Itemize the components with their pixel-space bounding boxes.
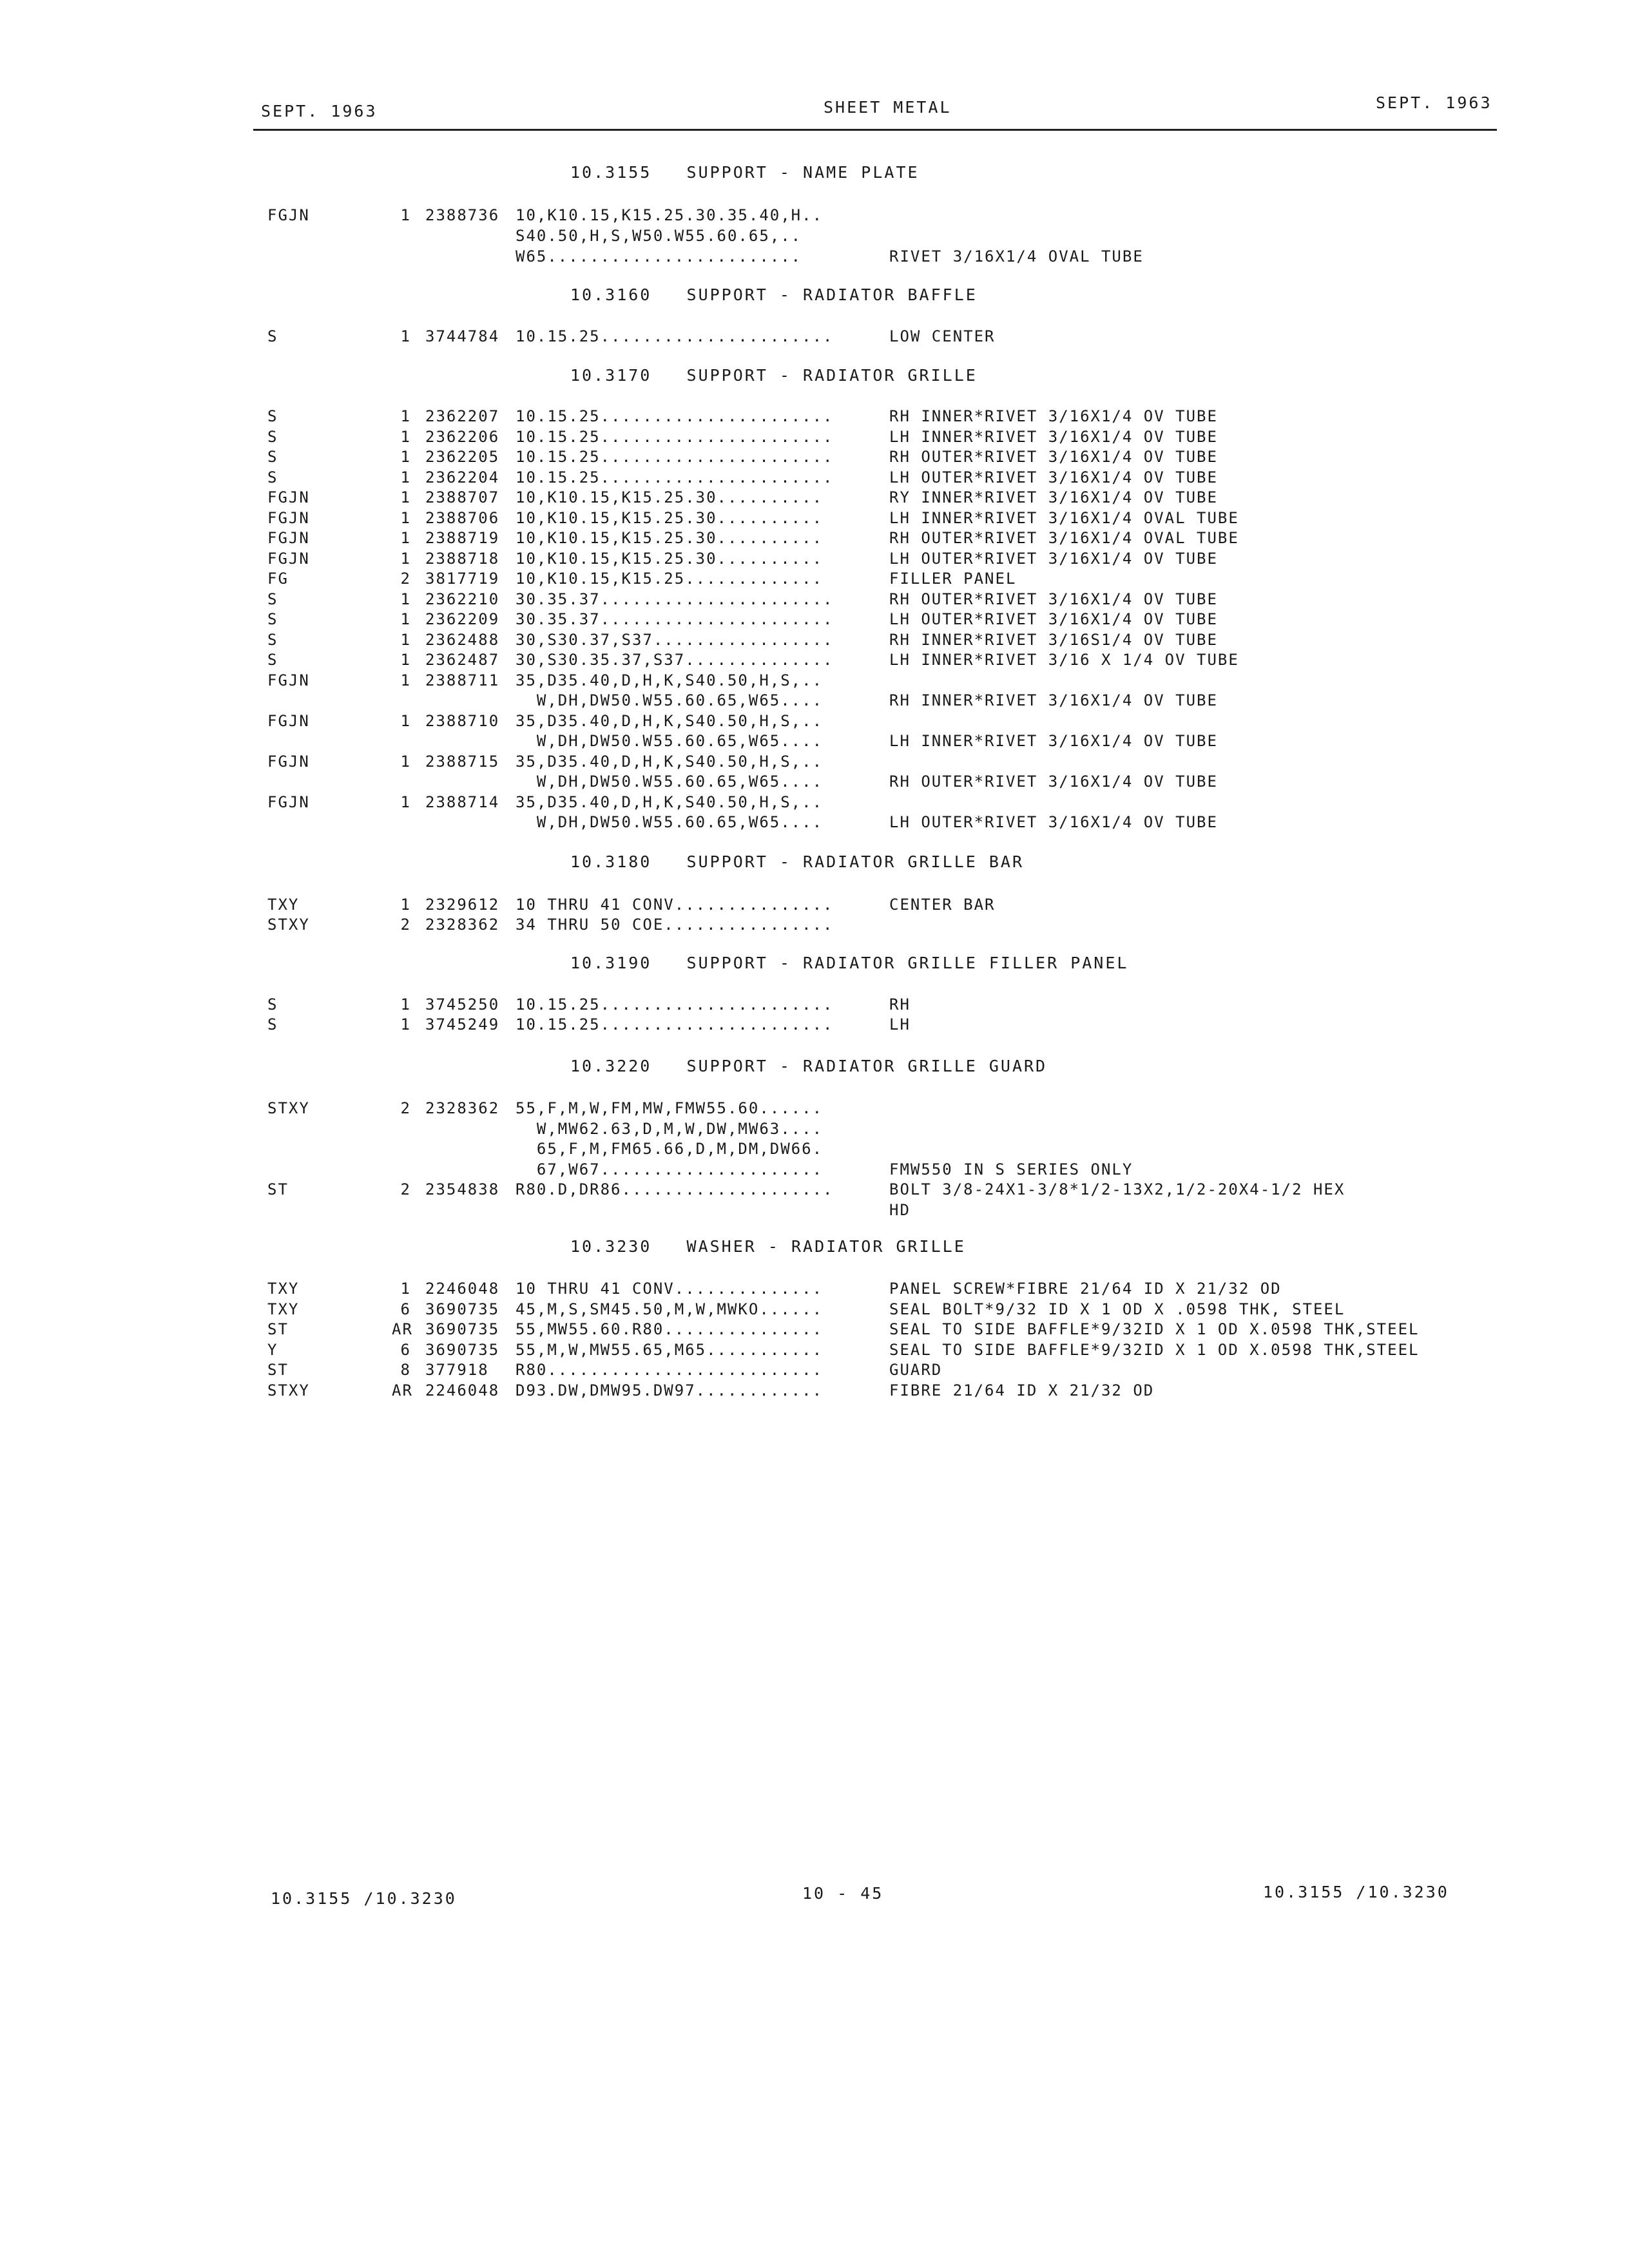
parts-row [0,428,1629,448]
part-number: 3745249 [425,1015,500,1033]
part-description: LH [889,1015,911,1033]
usage-code: S [267,468,278,486]
part-number: 2388736 [425,206,500,224]
part-number: 3817719 [425,570,500,588]
usage-code: FGJN [267,671,310,689]
model-list: 10.15.25...................... [516,327,834,345]
part-number: 2362206 [425,427,500,446]
usage-code: TXY [267,1300,300,1318]
part-number: 2388718 [425,549,500,568]
model-list: 10,K10.15,K15.25.30.......... [516,529,824,547]
section-heading: SUPPORT - RADIATOR GRILLE BAR [686,852,1025,871]
part-number: 2388711 [425,671,500,689]
quantity: 2 [400,1099,411,1117]
part-description: LH INNER*RIVET 3/16X1/4 OV TUBE [889,427,1218,446]
parts-row [0,1201,1629,1222]
usage-code: FGJN [267,508,310,527]
parts-row [0,448,1629,468]
header-title: SHEET METAL [824,98,952,117]
usage-code: S [267,327,278,345]
part-number: 2329612 [425,896,500,914]
model-list: 55,F,M,W,FM,MW,FMW55.60...... [516,1099,824,1117]
quantity: 1 [400,529,411,547]
part-description: FILLER PANEL [889,570,1017,588]
quantity: 1 [400,610,411,628]
model-list: 55,M,W,MW55.65,M65........... [516,1340,824,1359]
quantity: 1 [400,206,411,224]
part-description: SEAL TO SIDE BAFFLE*9/32ID X 1 OD X.0598 THK,STEEL [889,1320,1420,1338]
model-list: 35,D35.40,D,H,K,S40.50,H,S,.. [516,711,824,730]
model-list: 30,S30.37,S37................. [516,630,834,649]
part-description: LH INNER*RIVET 3/16X1/4 OV TUBE [889,732,1218,750]
part-number: 2246048 [425,1381,500,1399]
footer-range-right: 10.3155 /10.3230 [1263,1883,1449,1901]
model-list: 10 THRU 41 CONV............... [516,896,834,914]
model-list: 10.15.25...................... [516,407,834,425]
section-title [570,285,978,304]
part-number: 2362488 [425,630,500,649]
parts-row [0,793,1629,814]
parts-row [0,671,1629,692]
quantity: 1 [400,1015,411,1033]
model-list: 65,F,M,FM65.66,D,M,DM,DW66. [516,1140,824,1158]
usage-code: S [267,610,278,628]
quantity: 1 [400,407,411,425]
part-number: 2328362 [425,1099,500,1117]
section-title [570,366,978,385]
usage-code: S [267,427,278,446]
model-list: 45,M,S,SM45.50,M,W,MWKO...... [516,1300,824,1318]
model-list: W65........................ [516,247,802,265]
parts-row [0,1180,1629,1201]
model-list: 10 THRU 41 CONV.............. [516,1280,824,1298]
quantity: 1 [400,590,411,608]
part-number: 2362209 [425,610,500,628]
parts-row [0,1381,1629,1402]
part-number: 3690735 [425,1300,500,1318]
part-description: RH OUTER*RIVET 3/16X1/4 OV TUBE [889,448,1218,466]
section-number: 10.3230 [570,1237,652,1256]
section-title [570,954,1128,972]
part-number: 2362207 [425,407,500,425]
model-list: R80.......................... [516,1361,824,1379]
usage-code: FGJN [267,529,310,547]
model-list: 10,K10.15,K15.25.30.......... [516,508,824,527]
model-list: 55,MW55.60.R80............... [516,1320,824,1338]
model-list: W,DH,DW50.W55.60.65,W65.... [516,773,824,791]
section-title [570,1057,1047,1075]
parts-row [0,590,1629,611]
parts-row [0,1280,1629,1300]
usage-code: TXY [267,1280,300,1298]
part-number: 2388706 [425,508,500,527]
quantity: 2 [400,1180,411,1198]
part-description: RY INNER*RIVET 3/16X1/4 OV TUBE [889,488,1218,506]
part-description: SEAL BOLT*9/32 ID X 1 OD X .0598 THK, STEEL [889,1300,1345,1318]
header-date-left: SEPT. 1963 [261,102,378,120]
model-list: 10,K10.15,K15.25............. [516,570,824,588]
section-heading: SUPPORT - RADIATOR GRILLE FILLER PANEL [686,954,1129,972]
part-description: RH INNER*RIVET 3/16S1/4 OV TUBE [889,630,1218,649]
quantity: 1 [400,549,411,568]
parts-row [0,509,1629,530]
model-list: D93.DW,DMW95.DW97............ [516,1381,824,1399]
usage-code: ST [267,1320,289,1338]
section-heading: SUPPORT - RADIATOR GRILLE GUARD [686,1057,1048,1075]
parts-row [0,468,1629,489]
model-list: 10,K10.15,K15.25.30.......... [516,549,824,568]
model-list: 10.15.25...................... [516,1015,834,1033]
part-number: 2246048 [425,1280,500,1298]
part-number: 2388715 [425,752,500,771]
part-number: 3690735 [425,1340,500,1359]
parts-row [0,1099,1629,1120]
model-list: 30,S30.35.37,S37.............. [516,651,834,669]
part-description: LH OUTER*RIVET 3/16X1/4 OV TUBE [889,468,1218,486]
part-number: 2362205 [425,448,500,466]
usage-code: S [267,1015,278,1033]
section-number: 10.3160 [570,285,652,304]
part-number: 2362210 [425,590,500,608]
parts-row [0,1120,1629,1140]
section-title [570,1237,966,1256]
quantity: 1 [400,793,411,811]
parts-row [0,570,1629,590]
parts-row [0,732,1629,753]
parts-row [0,691,1629,712]
part-description: LH OUTER*RIVET 3/16X1/4 OV TUBE [889,610,1218,628]
part-description: RH INNER*RIVET 3/16X1/4 OV TUBE [889,407,1218,425]
usage-code: STXY [267,1381,310,1399]
part-description: LH INNER*RIVET 3/16 X 1/4 OV TUBE [889,651,1239,669]
model-list: 30.35.37...................... [516,590,834,608]
parts-row [0,631,1629,651]
part-description: RH OUTER*RIVET 3/16X1/4 OV TUBE [889,590,1218,608]
part-description: FIBRE 21/64 ID X 21/32 OD [889,1381,1155,1399]
model-list: 35,D35.40,D,H,K,S40.50,H,S,.. [516,671,824,689]
model-list: W,DH,DW50.W55.60.65,W65.... [516,691,824,709]
quantity: 2 [400,570,411,588]
part-description: RH INNER*RIVET 3/16X1/4 OV TUBE [889,691,1218,709]
usage-code: S [267,995,278,1014]
part-description: LOW CENTER [889,327,996,345]
section-title [570,852,1024,871]
model-list: W,MW62.63,D,M,W,DW,MW63.... [516,1119,824,1138]
part-number: 3690735 [425,1320,500,1338]
usage-code: STXY [267,1099,310,1117]
quantity: 1 [400,508,411,527]
usage-code: FGJN [267,711,310,730]
part-description: HD [889,1200,911,1219]
section-number: 10.3170 [570,366,652,385]
parts-row [0,407,1629,428]
usage-code: S [267,590,278,608]
section-heading: WASHER - RADIATOR GRILLE [686,1237,966,1256]
quantity: AR [392,1381,413,1399]
model-list: 35,D35.40,D,H,K,S40.50,H,S,.. [516,793,824,811]
parts-row [0,1140,1629,1160]
part-number: 3745250 [425,995,500,1014]
parts-row [0,206,1629,227]
parts-row [0,753,1629,773]
section-heading: SUPPORT - RADIATOR GRILLE [686,366,978,385]
model-list: 10.15.25...................... [516,995,834,1014]
usage-code: FGJN [267,488,310,506]
part-number: 2362487 [425,651,500,669]
quantity: 1 [400,327,411,345]
parts-row [0,227,1629,247]
quantity: 1 [400,711,411,730]
part-number: 2362204 [425,468,500,486]
parts-row [0,1320,1629,1341]
quantity: 1 [400,488,411,506]
part-number: 2388710 [425,711,500,730]
part-number: 2354838 [425,1180,500,1198]
model-list: S40.50,H,S,W50.W55.60.65,.. [516,227,802,245]
parts-row [0,1160,1629,1181]
usage-code: S [267,630,278,649]
part-number: 2388714 [425,793,500,811]
quantity: 1 [400,995,411,1014]
usage-code: STXY [267,916,310,934]
parts-row [0,916,1629,936]
model-list: 34 THRU 50 COE................ [516,916,834,934]
part-description: FMW550 IN S SERIES ONLY [889,1160,1133,1178]
parts-row [0,488,1629,509]
usage-code: FGJN [267,206,310,224]
parts-row [0,247,1629,268]
usage-code: Y [267,1340,278,1359]
quantity: 1 [400,1280,411,1298]
part-number: 2388707 [425,488,500,506]
parts-row [0,651,1629,671]
parts-row [0,529,1629,550]
quantity: 6 [400,1300,411,1318]
model-list: 10,K10.15,K15.25.30.35.40,H.. [516,206,824,224]
part-description: BOLT 3/8-24X1-3/8*1/2-13X2,1/2-20X4-1/2 HEX [889,1180,1345,1198]
part-description: SEAL TO SIDE BAFFLE*9/32ID X 1 OD X.0598 THK,STEEL [889,1340,1420,1359]
quantity: 1 [400,630,411,649]
usage-code: FGJN [267,793,310,811]
section-number: 10.3155 [570,163,652,182]
part-description: CENTER BAR [889,896,996,914]
part-number: 3744784 [425,327,500,345]
quantity: 2 [400,916,411,934]
part-number: 2328362 [425,916,500,934]
part-description: LH OUTER*RIVET 3/16X1/4 OV TUBE [889,549,1218,568]
parts-row [0,1341,1629,1361]
part-description: RH OUTER*RIVET 3/16X1/4 OVAL TUBE [889,529,1239,547]
usage-code: FGJN [267,549,310,568]
part-description: RH OUTER*RIVET 3/16X1/4 OV TUBE [889,773,1218,791]
parts-row [0,1300,1629,1321]
part-description: LH INNER*RIVET 3/16X1/4 OVAL TUBE [889,508,1239,527]
model-list: 35,D35.40,D,H,K,S40.50,H,S,.. [516,752,824,771]
model-list: W,DH,DW50.W55.60.65,W65.... [516,813,824,831]
quantity: AR [392,1320,413,1338]
quantity: 1 [400,752,411,771]
quantity: 1 [400,448,411,466]
part-description: RH [889,995,911,1014]
parts-row [0,773,1629,793]
usage-code: FG [267,570,289,588]
section-title [570,163,920,182]
model-list: 10,K10.15,K15.25.30.......... [516,488,824,506]
model-list: 10.15.25...................... [516,427,834,446]
header-date-right: SEPT. 1963 [1376,93,1492,112]
footer-range-left: 10.3155 /10.3230 [271,1889,457,1908]
model-list: 10.15.25...................... [516,468,834,486]
parts-row [0,327,1629,348]
usage-code: TXY [267,896,300,914]
usage-code: ST [267,1361,289,1379]
section-number: 10.3180 [570,852,652,871]
parts-row [0,896,1629,916]
section-number: 10.3220 [570,1057,652,1075]
footer-page-number: 10 - 45 [802,1884,884,1903]
part-number: 377918 [425,1361,489,1379]
quantity: 1 [400,651,411,669]
quantity: 1 [400,896,411,914]
quantity: 6 [400,1340,411,1359]
model-list: W,DH,DW50.W55.60.65,W65.... [516,732,824,750]
section-heading: SUPPORT - NAME PLATE [686,163,920,182]
model-list: 30.35.37...................... [516,610,834,628]
section-number: 10.3190 [570,954,652,972]
part-description: GUARD [889,1361,943,1379]
quantity: 1 [400,468,411,486]
part-description: LH OUTER*RIVET 3/16X1/4 OV TUBE [889,813,1218,831]
section-heading: SUPPORT - RADIATOR BAFFLE [686,285,978,304]
usage-code: S [267,651,278,669]
part-number: 2388719 [425,529,500,547]
parts-row [0,813,1629,834]
part-description: PANEL SCREW*FIBRE 21/64 ID X 21/32 OD [889,1280,1282,1298]
quantity: 1 [400,671,411,689]
quantity: 1 [400,427,411,446]
usage-code: ST [267,1180,289,1198]
parts-row [0,1015,1629,1036]
usage-code: S [267,448,278,466]
part-description: RIVET 3/16X1/4 OVAL TUBE [889,247,1144,265]
model-list: 10.15.25...................... [516,448,834,466]
quantity: 8 [400,1361,411,1379]
usage-code: FGJN [267,752,310,771]
parts-row [0,1361,1629,1381]
parts-row [0,610,1629,631]
parts-row [0,550,1629,570]
model-list: 67,W67..................... [516,1160,824,1178]
header-rule [253,129,1497,131]
parts-row [0,995,1629,1016]
usage-code: S [267,407,278,425]
model-list: R80.D,DR86.................... [516,1180,834,1198]
parts-row [0,712,1629,733]
